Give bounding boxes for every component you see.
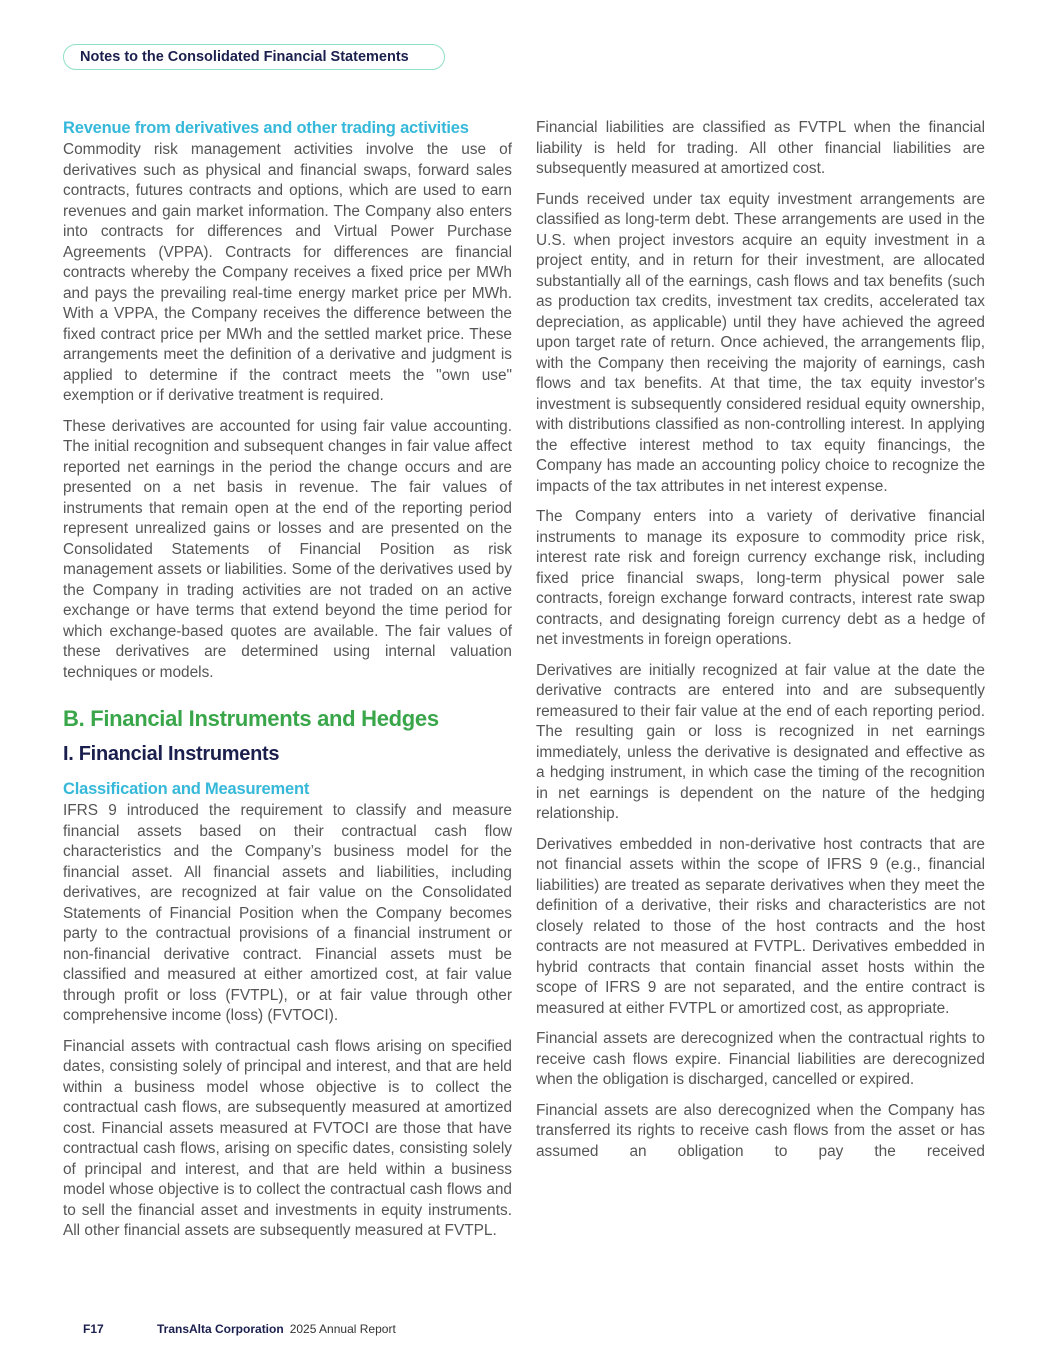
heading-section-b: B. Financial Instruments and Hedges (63, 706, 439, 731)
paragraph: Financial liabilities are classified as FVTPL when the financial liability is held for trading. All other financial liabilities are subsequently measured at amortized cost. (536, 119, 985, 177)
paragraph: Funds received under tax equity investment arrangements are classified as long-term debt. These arrangements are used in the U.S. when project investors acquire an equity investment in a project entity, and in return for their investment, are allocated substantially all of the earnings, cash flows and tax benefits (such as production tax credits, investment tax credits, accelerated tax depreciation, as applicable) until they have achieved the agreed upon target rate of return. Once achieved, the arrangements flip, with the Company then receiving the majority of earnings, cash flows and tax benefits. At that time, the tax equity investor's investment is subsequently considered residual equity ownership, with distributions classified as non-controlling interest. In applying the effective interest method to tax equity financings, the Company has made an accounting policy choice to recognize the impacts of the tax attributes in net interest expense. (536, 190, 985, 495)
page-number: F17 (83, 1322, 104, 1336)
heading-revenue-derivatives: Revenue from derivatives and other trading activities (63, 119, 469, 137)
paragraph: Derivatives embedded in non-derivative host contracts that are not financial assets within the scope of IFRS 9 (e.g., financial liabilities) are treated as separate derivatives when they meet the definition of a derivative, their risks and characteristics are not closely related to those of the host contracts and the host contracts are not measured at FVTPL. Derivatives embedded in hybrid contracts that contain financial asset hosts within the scope of IFRS 9 are not separated, and the entire contract is measured at either FVTPL or amortized cost, as appropriate. (536, 835, 985, 1017)
heading-classification-measurement: Classification and Measurement (63, 780, 310, 798)
paragraph: Financial assets with contractual cash flows arising on specified dates, consisting solely of principal and interest, and that are held within a business model whose objective is to collect the contractual cash flows, are subsequently measured at amortized cost. Financial assets measured at FVTOCI are those that have contractual cash flows, arising on specific dates, consisting solely of principal and interest, and that are held within a business model whose objective is to collect the contractual cash flows and to sell the financial asset and investments in equity instruments. All other financial assets are subsequently measured at FVTPL. (63, 1037, 512, 1239)
left-column (63, 118, 512, 1252)
paragraph: Financial assets are also derecognized when the Company has transferred its rights to receive cash flows from the asset or has assumed an obligation to pay the received (536, 1101, 985, 1160)
paragraph: The Company enters into a variety of derivative financial instruments to manage its exposure to commodity price risk, interest rate risk and foreign currency exchange risk, including fixed price financial swaps, long-term physical power sale contracts, foreign exchange forward contracts, interest rate swap contracts, and designating foreign currency debt as a hedge of net investments in foreign operations. (536, 508, 985, 648)
heading-financial-instruments: I. Financial Instruments (63, 743, 280, 765)
section-tab: Notes to the Consolidated Financial Statements (63, 44, 445, 70)
paragraph: Commodity risk management activities involve the use of derivatives such as physical and financial swaps, forward sales contracts, futures contracts and options, which are used to earn revenues and gain market information. The Company also enters into contracts for differences and Virtual Power Purchase Agreements (VPPA). Contracts for differences are financial contracts whereby the Company receives a fixed price per MWh and pays the prevailing real-time energy market price per MWh. With a VPPA, the Company receives the difference between the fixed contract price per MWh and the settled market price. These arrangements meet the definition of a derivative and judgment is applied to determine if the contract meets the "own use" exemption or if derivative treatment is required. (63, 141, 512, 404)
paragraph: IFRS 9 introduced the requirement to classify and measure financial assets based on their contractual cash flow characteristics and the Company’s business model for the financial asset. All financial assets and liabilities, including derivatives, are recognized at fair value on the Consolidated Statements of Financial Position when the Company becomes party to the contractual provisions of a financial instrument or non-financial derivative contract. Financial assets must be classified and measured at either amortized cost, at fair value through profit or loss (FVTPL), or at fair value through other comprehensive income (loss) (FVTOCI). (63, 802, 512, 1024)
paragraph: Derivatives are initially recognized at fair value at the date the derivative contracts are entered into and are subsequently remeasured to their fair value at the end of each reporting period. The resulting gain or loss is recognized in net earnings immediately, unless the derivative is designated and effective as a hedging instrument, in which case the timing of the recognition in net earnings is dependent on the nature of the hedging relationship. (536, 661, 985, 822)
paragraph: These derivatives are accounted for using fair value accounting. The initial recognition and subsequent changes in fair value affect reported net earnings in the period the change occurs and are presented on a net basis in revenue. The fair values of instruments that remain open at the end of the reporting period represent unrealized gains or losses and are presented on the Consolidated Statements of Financial Position as risk management assets or liabilities. Some of the derivatives used by the Company in trading activities are not traded on an active exchange or have terms that extend beyond the time period for which exchange-based quotes are available. The fair values of these derivatives are determined using internal valuation techniques or models. (63, 417, 512, 681)
right-column (536, 118, 985, 1162)
report-title: 2025 Annual Report (289, 1322, 396, 1336)
page-footer (83, 1322, 396, 1336)
company-name: TransAlta Corporation (157, 1322, 284, 1336)
paragraph: Financial assets are derecognized when the contractual rights to receive cash flows expire. Financial liabilities are derecognized when the obligation is discharged, cancelled or expired. (536, 1030, 985, 1088)
